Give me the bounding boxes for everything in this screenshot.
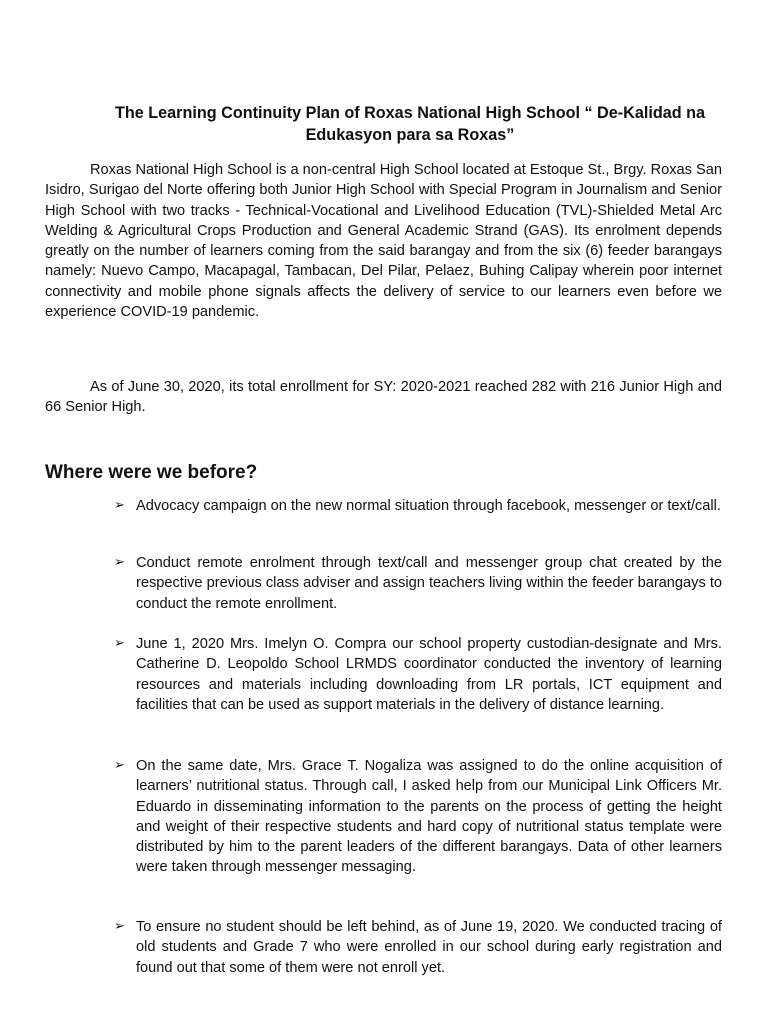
list-item (114, 496, 722, 516)
list-item-text: Conduct remote enrolment through text/call and messenger group chat created by the respective previous class adviser and assign teachers living within the feeder barangays to conduct the remote enrollment. (136, 555, 722, 612)
arrow-bullet-icon: ➢ (114, 498, 125, 513)
arrow-bullet-icon: ➢ (114, 919, 125, 934)
list-item-text: June 1, 2020 Mrs. Imelyn O. Compra our school property custodian-designate and Mrs. Catherine D. Leopoldo School LRMDS coordinator conducted the inventory of learning resources and materials including downloading from LR portals, ICT equipment and facilities that can be used as support materials in the delivery of distance learning. (136, 636, 722, 713)
arrow-bullet-icon: ➢ (114, 636, 125, 651)
intro-paragraph: Roxas National High School is a non-central High School located at Estoque St., Brgy. Roxas San Isidro, Surigao del Norte offering both Junior High School with Special Program in Journalism and Senior High School with two tracks - Technical-Vocational and Livelihood Education (TVL)-Shielded Metal Arc Welding & Agricultural Crops Production and General Academic Strand (GAS). Its enrolment depends greatly on the number of learners coming from the said barangay and from the six (6) feeder barangays namely: Nuevo Campo, Macapagal, Tambacan, Del Pilar, Pelaez, Buhing Calipay wherein poor internet connectivity and mobile phone signals affects the delivery of service to our learners even before we experience COVID-19 pandemic. (45, 162, 722, 321)
list-item (114, 917, 722, 978)
list-item-text: On the same date, Mrs. Grace T. Nogaliza was assigned to do the online acquisition of learners’ nutritional status. Through call, I asked help from our Municipal Link Officers Mr. Eduardo in disseminating information to the parents on the process of getting the height and weight of their respective students and hard copy of nutritional status template were distributed by him to the parent leaders of the different barangays. Data of other learners were taken through messenger messaging. (136, 758, 722, 876)
document-title: The Learning Continuity Plan of Roxas National High School “ De-Kalidad na Edukasyon para sa Roxas” (115, 104, 705, 144)
arrow-bullet-icon: ➢ (114, 758, 125, 773)
arrow-bullet-icon: ➢ (114, 555, 125, 570)
list-item (114, 634, 722, 715)
enrollment-paragraph: As of June 30, 2020, its total enrollment for SY: 2020-2021 reached 282 with 216 Junior High and 66 Senior High. (45, 379, 722, 416)
list-item-text: To ensure no student should be left behind, as of June 19, 2020. We conducted tracing of old students and Grade 7 who were enrolled in our school during early registration and found out that some of them were not enroll yet. (136, 919, 722, 976)
section-heading: Where were we before? (45, 462, 258, 483)
list-item (114, 553, 722, 614)
list-item-text: Advocacy campaign on the new normal situation through facebook, messenger or text/call. (136, 498, 721, 514)
list-item (114, 756, 722, 878)
